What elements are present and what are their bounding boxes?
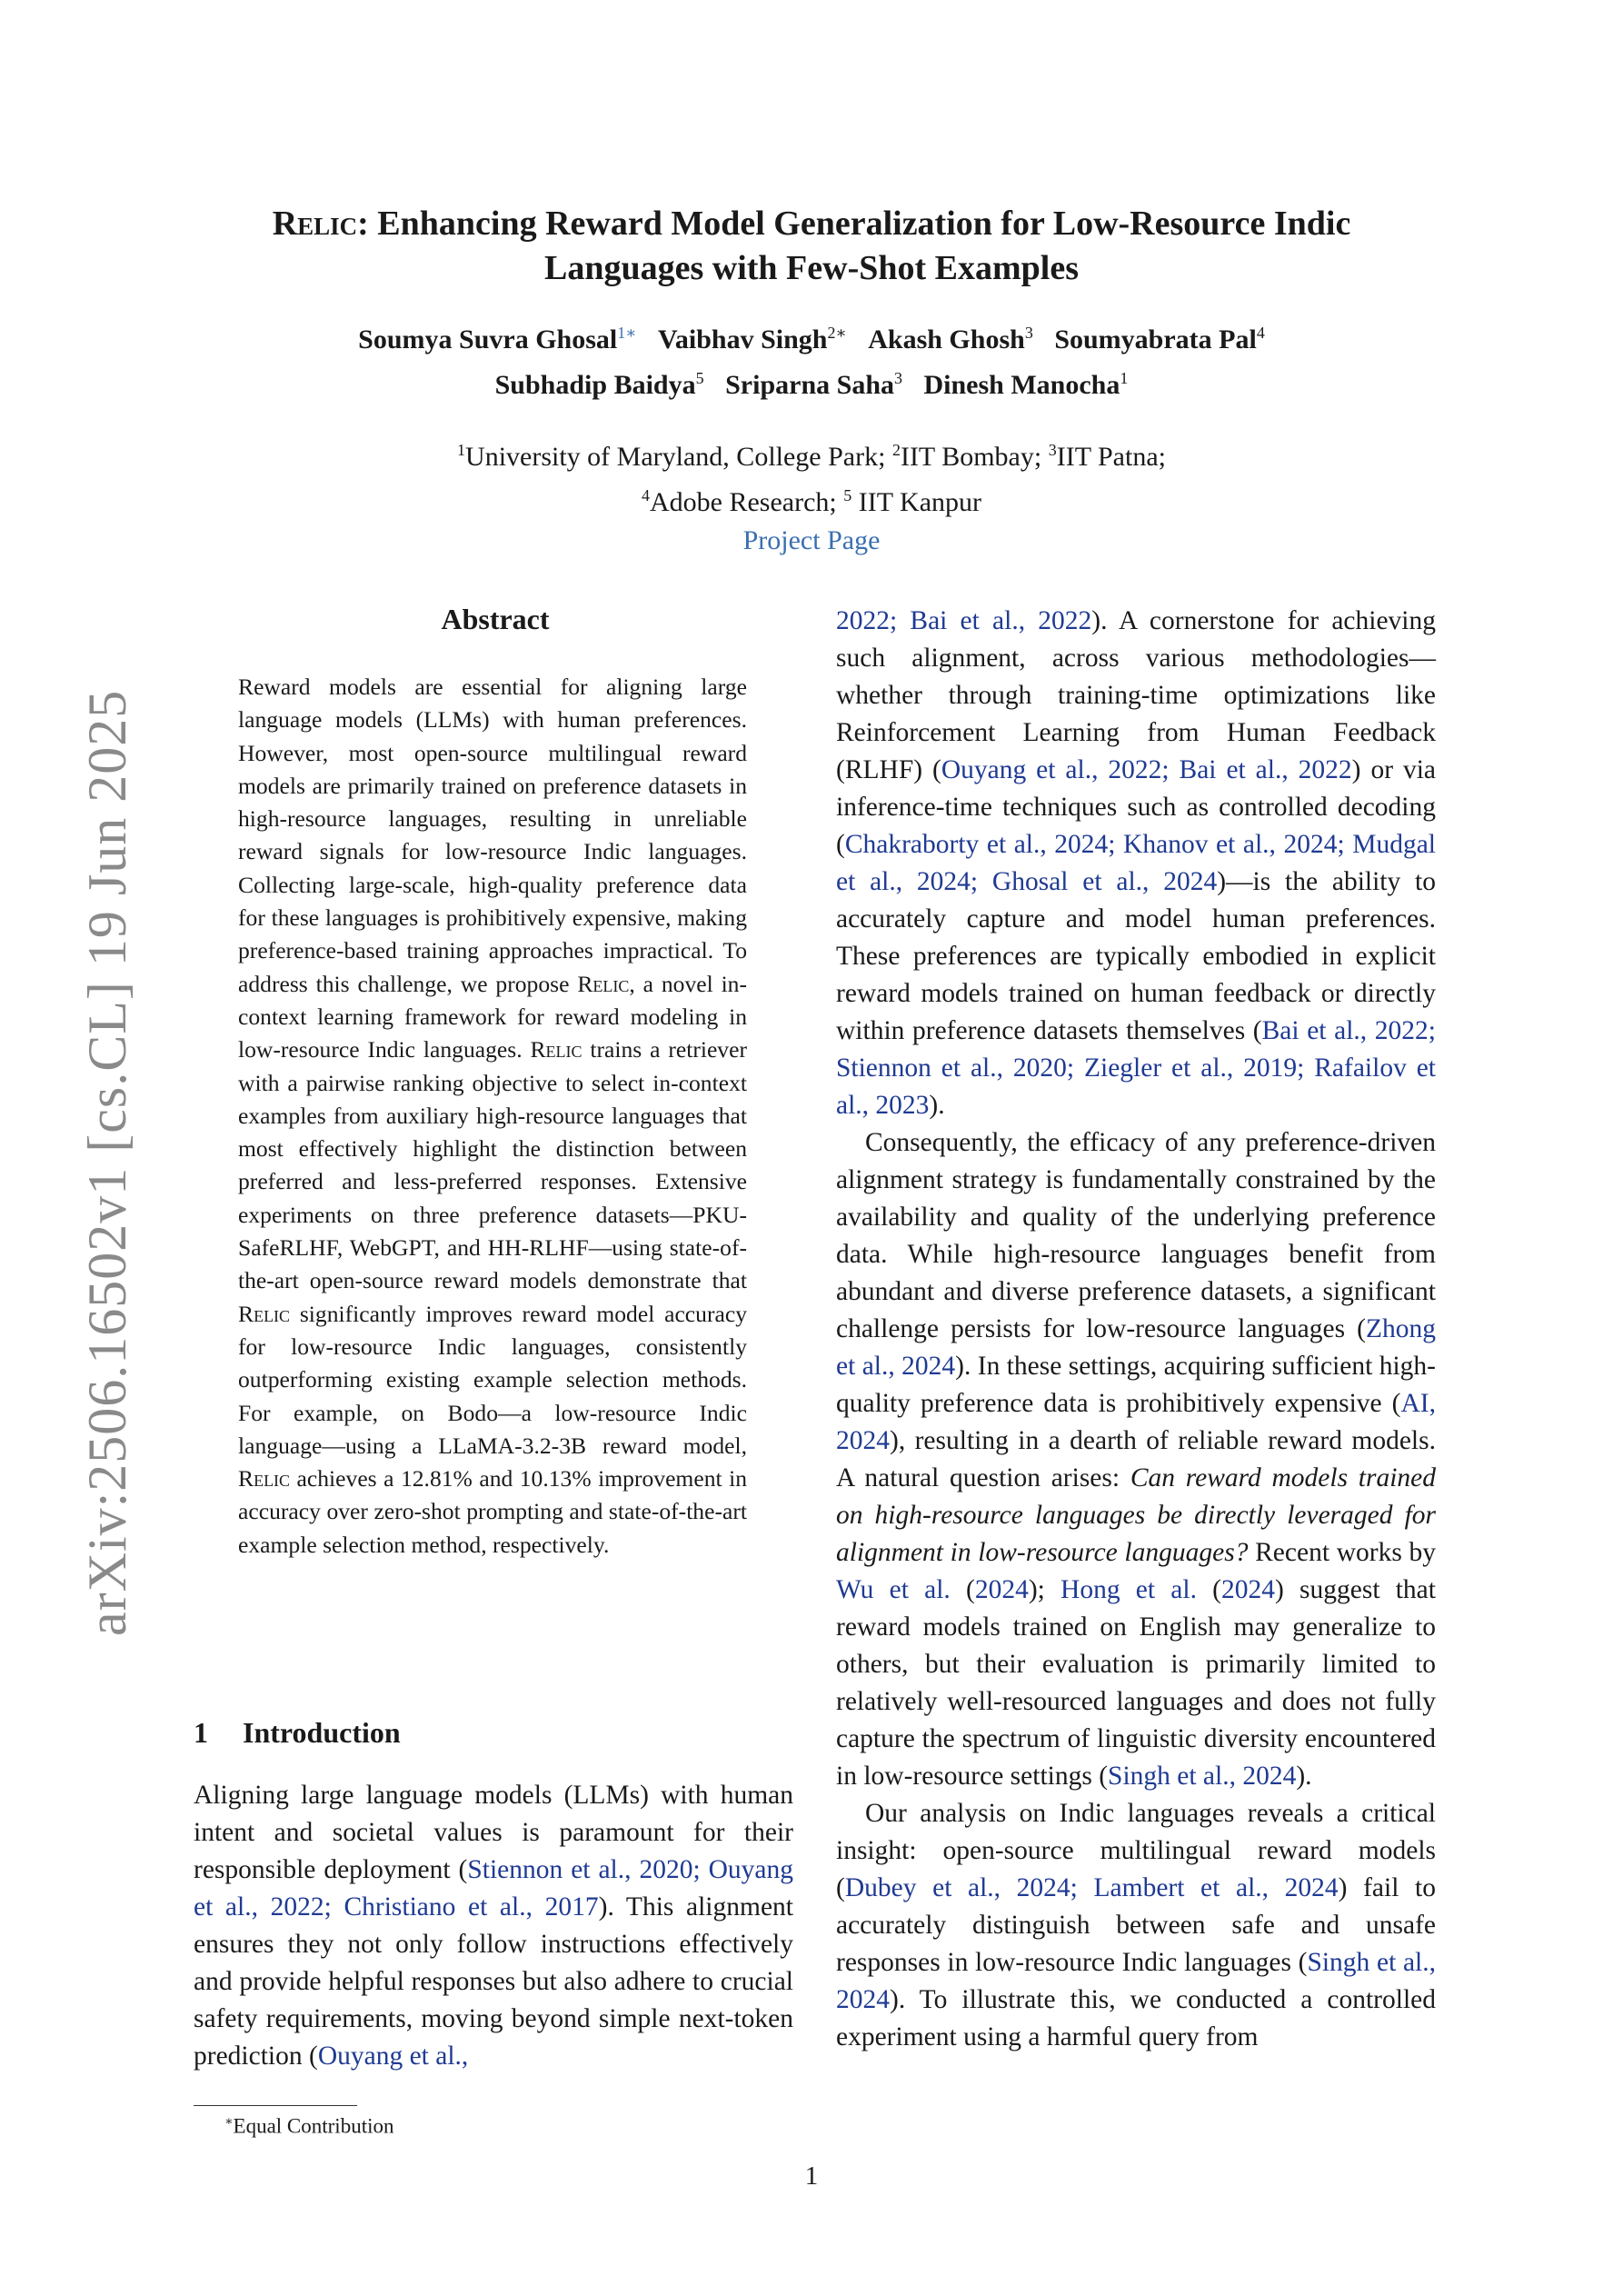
abstract-heading: Abstract (441, 603, 550, 635)
author: Soumyabrata Pal$^4$ (1054, 324, 1265, 354)
abstract-body: Reward models are essential for aligning large language models (LLMs) with human preferences. However, most open-source multilingual reward models are primarily trained on preference datasets in high-resource languages, resulting in unreliable reward signals for low-resource Indic languages. Collecting large-scale, high-quality preference data for these languages is prohibitively expensive, making preference-based training approaches impractical. To address this challenge, we propose Relic, a novel in-context learning framework for reward modeling in low-resource Indic languages. Relic trains a retriever with a pairwise ranking objective to select in-context examples from auxiliary high-resource languages that most effectively highlight the distinction between preferred and less-preferred responses. Extensive experiments on three preference datasets—PKU-SafeRLHF, WebGPT, and HH-RLHF—using state-of-the-art open-source reward models demonstrate that Relic significantly improves reward model accuracy for low-resource Indic languages, consistently outperforming existing example selection methods. For example, on Bodo—a low-resource Indic language—using a LLaMA-3.2-3B reward model, Relic achieves a 12.81% and 10.13% improvement in accuracy over zero-shot prompting and state-of-the-art example selection method, respectively. (238, 674, 747, 1558)
citation-link[interactable]: Bai et al., 2022; Stiennon et al., 2020; Ziegler et al., 2019; Rafailov et al., 2023 (836, 1016, 1436, 1120)
title-line2: Languages with Few-Shot Examples (544, 249, 1079, 287)
paragraph: Consequently, the efficacy of any preference-driven alignment strategy is fundamentally constrained by the availability and quality of the underlying preference data. While high-resource languages benefit from abundant and diverse preference datasets, a significant challenge persists for low-resource languages (Zhong et al., 2024). In these settings, acquiring sufficient high-quality preference data is prohibitively expensive (AI, 2024), resulting in a dearth of reliable reward models. A natural question arises: Can reward models trained on high-resource languages be directly leveraged for alignment in low-resource languages? Recent works by Wu et al. (2024); Hong et al. (2024) suggest that reward models trained on English may generalize to others, but their evaluation is primarily limited to relatively well-resourced languages and does not fully capture the spectrum of linguistic diversity encountered in low-resource settings (Singh et al., 2024). (836, 1128, 1436, 1791)
citation-link[interactable]: Singh et al., 2024 (1108, 1762, 1297, 1791)
author: Akash Ghosh$^3$ (868, 324, 1033, 354)
affiliations: $^1$University of Maryland, College Park; $^2$IIT Bombay; $^3$IIT Patna; $^4$Adobe Research; $^5$ IIT Kanpur Project Page (457, 441, 1166, 555)
author: Subhadip Baidya$^5$ (494, 369, 704, 400)
author: Dinesh Manocha$^1$ (923, 369, 1129, 400)
citation-link[interactable]: Zhong et al., 2024 (836, 1314, 1436, 1381)
intro-paragraph: Aligning large language models (LLMs) with human intent and societal values is paramount for their responsible deployment (Stiennon et al., 2020; Ouyang et al., 2022; Christiano et al., 2017). This alignment ensures they not only follow instructions effectively and provide helpful responses but also adhere to crucial safety requirements, moving beyond simple next-token prediction (Ouyang et al., (194, 1781, 793, 2071)
citation-link[interactable]: 2022; Bai et al., 2022 (836, 606, 1092, 635)
citation-link[interactable]: 2024 (1221, 1575, 1275, 1604)
paragraph: Our analysis on Indic languages reveals a critical insight: open-source multilingual reward models (Dubey et al., 2024; Lambert et al., 2024) fail to accurately distinguish between safe and unsafe responses in low-resource Indic languages (Singh et al., 2024). To illustrate this, we conducted a controlled experiment using a harmful query from (836, 1799, 1437, 2051)
footnote-rule (194, 2105, 357, 2106)
author: Vaibhav Singh$^{2∗}$ (657, 324, 847, 354)
author: Soumya Suvra Ghosal$^{1∗}$ (358, 324, 637, 354)
paragraph: 2022; Bai et al., 2022). A cornerstone for achieving such alignment, across various methodologies—whether through training-time optimizations like Reinforcement Learning from Human Feedback (RLHF) (Ouyang et al., 2022; Bai et al., 2022) or via inference-time techniques such as controlled decoding (Chakraborty et al., 2024; Khanov et al., 2024; Mudgal et al., 2024; Ghosal et al., 2024)—is the ability to accurately capture and model human preferences. These preferences are typically embodied in explicit reward models trained on human feedback or directly within preference datasets themselves (Bai et al., 2022; Stiennon et al., 2020; Ziegler et al., 2019; Rafailov et al., 2023). (836, 606, 1436, 1120)
citation-link[interactable]: Wu et al. (836, 1575, 951, 1604)
citation-link[interactable]: 2024 (974, 1575, 1029, 1604)
citation-link[interactable]: Chakraborty et al., 2024; Khanov et al., 2024; Mudgal et al., 2024; Ghosal et al., 2024 (836, 830, 1436, 896)
project-page-link[interactable]: Project Page (742, 525, 881, 555)
page-number: 1 (804, 2161, 819, 2191)
citation-link[interactable]: Ouyang et al., 2022; Bai et al., 2022 (941, 755, 1352, 784)
author-list (154, 314, 1469, 404)
footnote: ∗Equal Contribution (224, 2114, 394, 2138)
paper-title (154, 202, 1469, 291)
citation-link[interactable]: Ouyang et al., (317, 2041, 469, 2071)
citation-link[interactable]: Dubey et al., 2024; Lambert et al., 2024 (844, 1873, 1339, 1902)
research-question: Can reward models trained on high-resource languages be directly leveraged for alignment in low-resource languages? (836, 1463, 1436, 1567)
section-heading-introduction: 1 Introduction (194, 1716, 401, 1749)
arxiv-stamp: arXiv:2506.16502v1 [cs.CL] 19 Jun 2025 (77, 689, 137, 1636)
citation-link[interactable]: Singh et al., 2024 (836, 1948, 1437, 2014)
citation-link[interactable]: Hong et al. (1060, 1575, 1197, 1604)
citation-link[interactable]: Stiennon et al., 2020; Ouyang et al., 2022; Christiano et al., 2017 (194, 1855, 793, 1922)
citation-link[interactable]: AI, 2024 (836, 1389, 1436, 1455)
author: Sriparna Saha$^3$ (725, 369, 902, 400)
title-relic: Relic (272, 205, 358, 243)
right-column (836, 603, 1436, 2056)
title-line1: : Enhancing Reward Model Generalization for Low-Resource Indic (357, 205, 1351, 243)
